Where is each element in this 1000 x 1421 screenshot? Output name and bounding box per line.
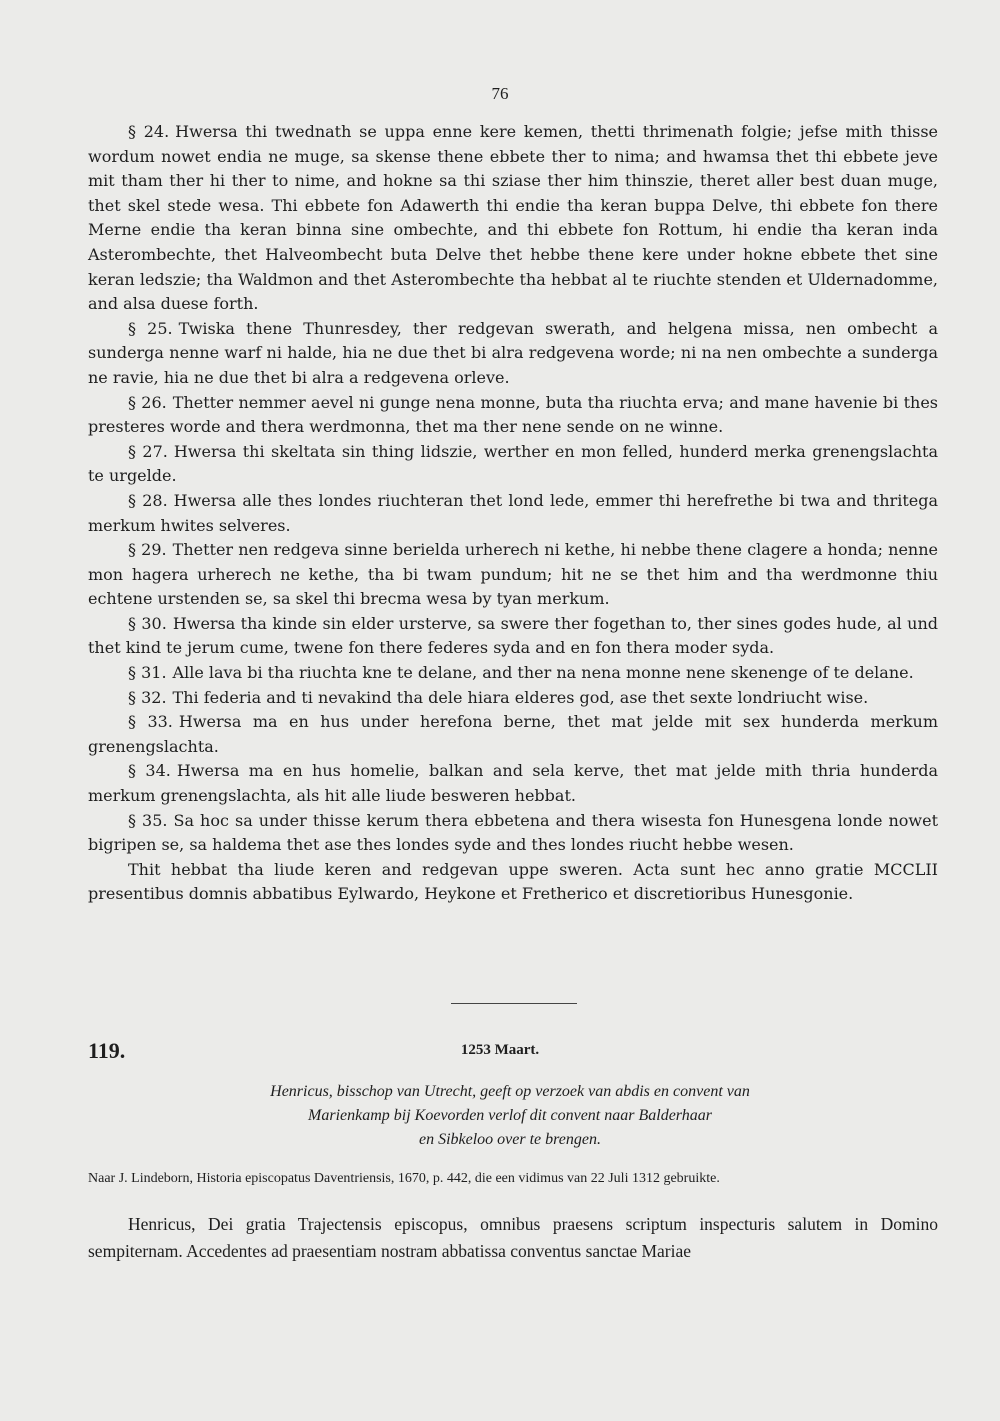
paragraph [88,538,938,612]
section-divider [451,1003,577,1004]
section-mark: § 31. [128,663,167,683]
paragraph [88,440,938,489]
section-mark: § 25. [128,318,173,338]
paragraph [88,391,938,440]
paragraph-text: Twiska thene Thunresdey, ther redgevan swerath, and helgena missa, nen ombecht a sunderga nenne warf ni halde, hia ne due thet bi alra redgevena worde; ni na nen ombechte a sunderga ne ravie, hia ne due thet bi alra a redgevena orleve. [88,318,938,387]
section-mark: § 26. [128,392,167,412]
paragraph [88,661,938,686]
source-note: Naar J. Lindeborn, Historia episcopatus Daventriensis, 1670, p. 442, die een vidimus van 22 Juli 1312 gebruikte. [88,1171,720,1186]
section-mark: § 32. [128,687,167,707]
charter-number: 119. [88,1038,126,1063]
paragraph-text: Hwersa alle thes londes riuchteran thet lond lede, emmer thi herefrethe bi twa and thritega merkum hwites selveres. [88,490,938,535]
paragraph [88,120,938,317]
paragraph-text: Hwersa tha kinde sin elder ursterve, sa swere ther fogethan to, ther sines godes hude, al und thet kind te jerum cume, twene fon there federes syda and en fon thera moder syda. [88,613,939,658]
section-mark: § 34. [128,761,171,781]
paragraph [88,686,938,711]
paragraph [88,317,938,391]
paragraph [88,759,938,808]
paragraph-text: Hwersa ma en hus under herefona berne, thet mat jelde mit sex hunderda merkum grenengslachta. [88,712,939,756]
paragraph-text: Thetter nemmer aevel ni gunge nena monne, buta tha riuchta erva; and mane havenie bi thes presteres worde and thera werdmonna, thet ma ther nene sende on ne winne. [88,392,939,437]
charter-paragraph: Henricus, Dei gratia Trajectensis episcopus, omnibus praesens scriptum inspecturis salutem in Domino sempiternam. Accedentes ad praesentiam nostram abbatissa conventus sanctae Mariae [88,1214,938,1261]
paragraph-text: Alle lava bi tha riuchta kne te delane, and ther na nena monne nene skenenge of te delane. [172,663,914,683]
paragraph-text: Thit hebbat tha liude keren and redgevan uppe sweren. Acta sunt hec anno gratie MCCLII presentibus domnis abbatibus Eylwardo, Heykone et Fretherico et discretioribus Hunesgonie. [88,859,938,904]
regest-line: Henricus, bisschop van Utrecht, geeft op verzoek van abdis en convent van [270,1083,750,1100]
regest-line: Marienkamp bij Koevorden verlof dit convent naar Balderhaar [308,1107,712,1124]
page-number: 76 [491,84,509,103]
paragraph-text: Hwersa thi skeltata sin thing lidszie, werther en mon felled, hunderd merka grenengslachta te urgelde. [88,441,939,486]
paragraph [88,710,938,759]
section-mark: § 30. [128,613,167,633]
charter-text [88,1211,938,1265]
section-mark: § 24. [128,122,170,141]
regest-line: en Sibkeloo over te brengen. [418,1131,601,1148]
closing-paragraph [88,858,938,907]
section-mark: § 33. [128,712,173,732]
paragraph-text: Hwersa thi twednath se uppa enne kere kemen, thetti thrimenath folgie; jefse mith thisse wordum nowet endia ne muge, sa skense thene ebbete ther to nima; and hwamsa thet thi ebbete jeve mit tham ther hi ther to nime, and hokne sa thi sziase ther him thinszie, theret aller best duan muge, thet skel stede wesa. Thi ebbete fon Adawerth thi endie tha keran buppa Delve, thi ebbete fon there Merne endie tha keran binna sine ombechte, and thi ebbete fon Rottum, hi endie tha keran inda Asterombechte, thet Halveombecht buta Delve thet hebbe thene kere under hokne ebbete thet sine keran ledszie; tha Waldmon and thet Asterombechte tha hebbat al te riuchte stenden et Uldernadomme, and alsa duese forth. [88,122,939,314]
section-mark: § 35. [128,810,168,830]
paragraph-text: Hwersa ma en hus homelie, balkan and sela kerve, thet mat jelde mith thria hunderda merkum grenengslachta, als hit alle liude besweren hebbat. [88,761,938,806]
paragraph-text: Sa hoc sa under thisse kerum thera ebbetena and thera wisesta fon Hunesgena londe nowet bigripen se, sa haldema thet ase thes londes syde and thes londes riucht hebbe wesen. [88,810,938,855]
section-mark: § 29. [128,540,167,560]
paragraph-text: Thetter nen redgeva sinne berielda urherech ni kethe, hi nebbe thene clagere a honda; nenne mon hagera urherech ne kethe, tha bi twam pundum; hit ne se thet him and tha werdmonne thiu echtene urstenden se, sa skel thi brecma wesa by tyan merkum. [88,540,939,609]
charter-date: 1253 Maart. [460,1042,540,1058]
paragraph [88,489,938,538]
paragraph-text: Thi federia and ti nevakind tha dele hiara elderes god, ase thet sexte londriucht wise. [172,687,869,707]
paragraph [88,809,938,858]
charter-regest [150,1080,870,1152]
section-mark: § 27. [128,441,168,461]
law-text [88,120,938,907]
paragraph [88,612,938,661]
section-mark: § 28. [128,490,168,510]
